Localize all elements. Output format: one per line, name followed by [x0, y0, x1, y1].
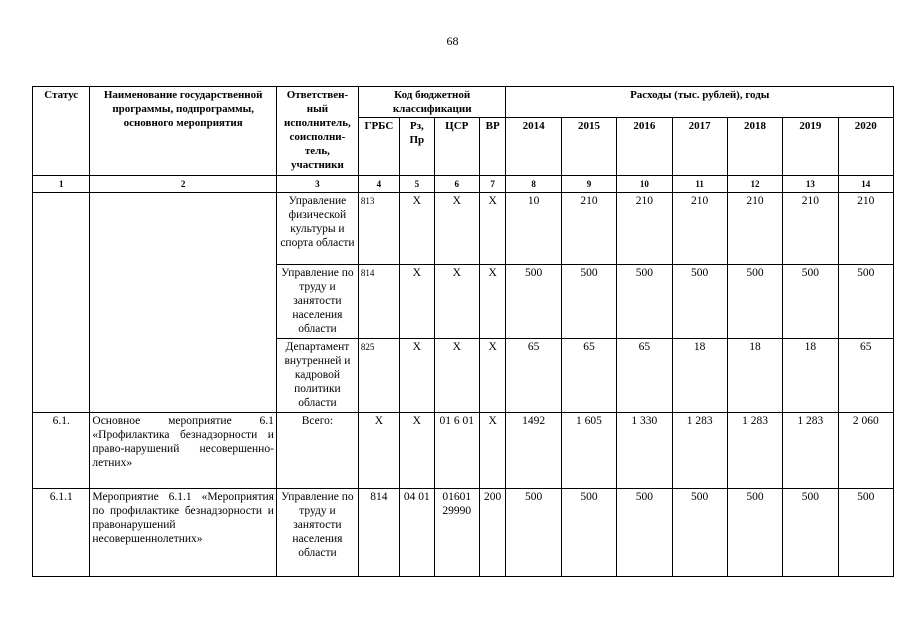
header-year: 2018	[727, 118, 782, 176]
responsible-cell: Управление физической культуры и спорта области	[276, 193, 358, 265]
header-year: 2017	[672, 118, 727, 176]
csr-cell: 01601 29990	[434, 489, 479, 577]
csr-cell: X	[434, 339, 479, 413]
header-year: 2019	[783, 118, 838, 176]
value-cell: 65	[617, 339, 672, 413]
responsible-cell: Департамент внутренней и кадровой политики области	[276, 339, 358, 413]
name-cell	[90, 193, 277, 413]
header-name: Наименование государственной программы, подпрограммы, основного мероприятия	[90, 87, 277, 176]
value-cell: 210	[617, 193, 672, 265]
column-number: 10	[617, 176, 672, 193]
header-year: 2020	[838, 118, 893, 176]
value-cell: 500	[506, 265, 561, 339]
value-cell: 1 283	[727, 413, 782, 489]
header-year: 2014	[506, 118, 561, 176]
value-cell: 1 330	[617, 413, 672, 489]
table-row	[33, 413, 894, 489]
value-cell: 500	[727, 489, 782, 577]
value-cell: 210	[783, 193, 838, 265]
rz-pr-cell: 04 01	[399, 489, 434, 577]
value-cell: 500	[672, 265, 727, 339]
column-number: 12	[727, 176, 782, 193]
column-number: 1	[33, 176, 90, 193]
value-cell: 1 283	[672, 413, 727, 489]
column-number: 6	[434, 176, 479, 193]
value-cell: 10	[506, 193, 561, 265]
value-cell: 500	[506, 489, 561, 577]
table-row	[33, 193, 894, 265]
value-cell: 65	[506, 339, 561, 413]
responsible-cell: Управление по труду и занятости населения области	[276, 265, 358, 339]
budget-table	[32, 86, 894, 577]
header-year: 2016	[617, 118, 672, 176]
value-cell: 500	[727, 265, 782, 339]
status-cell: 6.1.1	[33, 489, 90, 577]
header-csr: ЦСР	[434, 118, 479, 176]
column-number: 7	[479, 176, 506, 193]
grbs-cell: 814	[358, 265, 399, 339]
table-row	[33, 489, 894, 577]
rz-pr-cell: X	[399, 413, 434, 489]
value-cell: 1 283	[783, 413, 838, 489]
rz-pr-cell: X	[399, 193, 434, 265]
column-number: 5	[399, 176, 434, 193]
value-cell: 500	[838, 265, 893, 339]
value-cell: 2 060	[838, 413, 893, 489]
vr-cell: X	[479, 413, 506, 489]
vr-cell: 200	[479, 489, 506, 577]
value-cell: 210	[838, 193, 893, 265]
header-year: 2015	[561, 118, 616, 176]
column-number: 9	[561, 176, 616, 193]
csr-cell: X	[434, 265, 479, 339]
vr-cell: X	[479, 339, 506, 413]
column-number: 11	[672, 176, 727, 193]
status-cell: 6.1.	[33, 413, 90, 489]
page-number: 68	[446, 34, 459, 48]
value-cell: 500	[617, 489, 672, 577]
name-cell: Мероприятие 6.1.1 «Мероприятия по профилактике безнадзорности и правонарушений несовершеннолетних»	[90, 489, 277, 577]
value-cell: 210	[727, 193, 782, 265]
value-cell: 210	[672, 193, 727, 265]
header-status: Статус	[33, 87, 90, 176]
value-cell: 210	[561, 193, 616, 265]
grbs-cell: 813	[358, 193, 399, 265]
value-cell: 65	[838, 339, 893, 413]
column-number: 8	[506, 176, 561, 193]
value-cell: 18	[672, 339, 727, 413]
header-rz-pr: Рз, Пр	[399, 118, 434, 176]
column-number: 2	[90, 176, 277, 193]
column-number: 4	[358, 176, 399, 193]
value-cell: 18	[783, 339, 838, 413]
column-number: 13	[783, 176, 838, 193]
csr-cell: 01 6 01	[434, 413, 479, 489]
value-cell: 500	[783, 265, 838, 339]
responsible-cell: Всего:	[276, 413, 358, 489]
value-cell: 500	[561, 489, 616, 577]
responsible-cell: Управление по труду и занятости населения области	[276, 489, 358, 577]
header-expenses: Расходы (тыс. рублей), годы	[506, 87, 894, 118]
header-budget-code: Код бюджетной классификации	[358, 87, 506, 118]
csr-cell: X	[434, 193, 479, 265]
value-cell: 500	[672, 489, 727, 577]
grbs-cell: 814	[358, 489, 399, 577]
value-cell: 500	[561, 265, 616, 339]
rz-pr-cell: X	[399, 339, 434, 413]
value-cell: 65	[561, 339, 616, 413]
vr-cell: X	[479, 265, 506, 339]
value-cell: 500	[617, 265, 672, 339]
value-cell: 1 605	[561, 413, 616, 489]
rz-pr-cell: X	[399, 265, 434, 339]
vr-cell: X	[479, 193, 506, 265]
column-number: 14	[838, 176, 893, 193]
name-cell: Основное мероприятие 6.1 «Профилактика безнадзорности и право-нарушений несовершенно-летних»	[90, 413, 277, 489]
grbs-cell: X	[358, 413, 399, 489]
header-vr: ВР	[479, 118, 506, 176]
value-cell: 500	[838, 489, 893, 577]
grbs-cell: 825	[358, 339, 399, 413]
column-number: 3	[276, 176, 358, 193]
value-cell: 1492	[506, 413, 561, 489]
value-cell: 500	[783, 489, 838, 577]
value-cell: 18	[727, 339, 782, 413]
header-responsible: Ответствен-ный исполнитель, соисполни-тель, участники	[276, 87, 358, 176]
header-grbs: ГРБС	[358, 118, 399, 176]
status-cell	[33, 193, 90, 413]
